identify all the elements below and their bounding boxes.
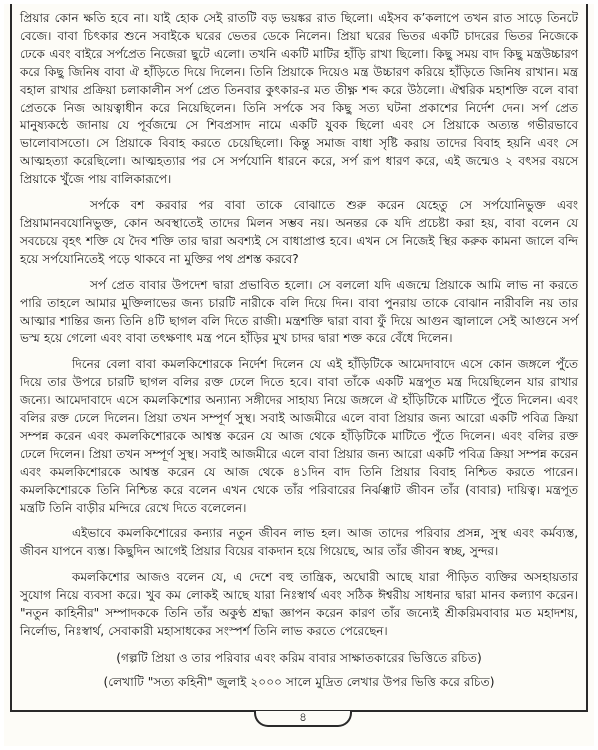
article-paragraph-2: সর্পকে বশ করবার পর বাবা তাকে বোঝাতে শুরু করেন যেহেতু সে সর্পযোনিভুক্ত এবং প্রিয়ামানবযোনিভুক্ত, কোন অবস্থাতেই তাদের মিলন সম্ভব নয়। অনন্তর কে যদি প্রচেষ্টা করা হয়, বাবা বলেন যে সবচেয়ে বৃহৎ শক্তি যে দৈব শক্তি তার দ্বারা অবশ্যই সে বাধাপ্রাপ্ত হবে। এখন সে নিজেই স্থির করুক কামনা জালে বন্দি হয়ে সর্পযোনিতেই পড়ে থাকবে না মুক্তির পথ প্রশস্ত করবে? (20, 198, 578, 266)
article-paragraph-4: দিনের বেলা বাবা কমলকিশোরকে নির্দেশ দিলেন যে এই হাঁড়িটিকে আমেদাবাদে এসে কোন জঙ্গলে পুঁতে দিয়ে তার উপরে চারটি ছাগল বলির রক্ত ঢেলে দিতে হবে। বাবা তাঁকে একটি মন্ত্রপূত মন্ত্র দিয়েছিলেন যার রাখার জন্যে। আমেদাবাদে এসে কমলকিশোর অন্যান্য সঙ্গীদের সাহায্য নিয়ে জঙ্গলে ঐ হাঁড়িটিকে মাটিতে পুঁতে দিলেন। এবং বলির রক্ত ঢেলে দিলেন। প্রিয়া তখন সম্পূর্ণ সুস্থ। সবাই আজমীরে এলে বাবা প্রিয়ার জন্য আরো একটি পবিত্র ক্রিয়া সম্পন্ন করেন এবং কমলকিশোরকে আশ্বস্ত করেন যে আজ থেকে হাঁড়িটিকে মাটিতে পুঁতে দিলেন। এবং বলির রক্ত ঢেলে দিলেন। প্রিয়া তখন সম্পূর্ণ সুস্থ। সবাই আজমীরে এলে বাবা প্রিয়ার জন্য আরো একটি পবিত্র ক্রিয়া সম্পন্ন করেন এবং কমলকিশোরকে আশ্বস্ত করেন যে আজ থেকে ৪১দিন বাদ তিনি প্রিয়ার বিবাহ নিশ্চিত করতে পারেন। কমলকিশোরকে তিনি নিশ্চিন্ত করে বলেন এখন থেকে তাঁর পরিবারের নির্ঝঞ্ঝাট জীবন তাঁর (বাবার) দায়িত্ব। মন্ত্রপূত মন্ত্রটি তিনি বাড়ীর মন্দিরে রেখে দিতে বলেলেন। (20, 357, 578, 515)
magazine-page (4, 4, 594, 746)
article-paragraph-5: এইভাবে কমলকিশোরের কন্যার নতুন জীবন লাভ হল। আজ তাদের পরিবার প্রসন্ন, সুস্থ এবং কর্মব্যস্ত, জীবন যাপনে ব্যস্ত। কিছুদিন আগেই প্রিয়ার বিয়ের বাকদান হয়ে গিয়েছে, আর তাঁর জীবন স্বচ্ছ, সুন্দর। (20, 526, 578, 559)
article-paragraph-6: কমলকিশোর আজও বলেন যে, এ দেশে বহু তান্ত্রিক, অঘোরী আছে যারা পীড়িত ব্যক্তির অসহায়তার সুযোগ নিয়ে ব্যবসা করে। খুব কম লোকই আছে যারা নিঃস্বার্থ এবং সঠিক ঈশ্বরীয় সাধনার দ্বারা মানব কল্যাণ করেন। "নতুন কাহিনীর" সম্পাদককে তিনি তাঁর অকুণ্ঠ শ্রদ্ধা জ্ঞাপন করেন কারণ তাঁর জন্যেই শ্রীকরিমবাবার মত মহাদশয়, নির্লোভ, নিঃস্বার্থ, সেবাকারী মহাসাধকের সংস্পর্শ তিনি লাভ করতে পেরেছেন। (20, 570, 578, 638)
source-credit-1: (গল্পটি প্রিয়া ও তার পরিবার এবং করিম বাবার সাক্ষাতকারের ভিত্তিতে রচিত) (116, 650, 482, 665)
article-paragraph-1: প্রিয়ার কোন ক্ষতি হবে না। যাই হোক সেই রাতটি বড় ভয়ঙ্কর রাত ছিলো। এইসব ক’কলাপে তখন রাত সাড়ে তিনটে বেজে। বাবা চিৎকার শুনে সবাইকে ঘরের ভেতর ডেকে নিলেন। প্রিয়া ঘরের ভিতর একটি চাদরের ভিতর নিজেকে ঢেকে এবং বাইরে সর্পপ্রেত নিজেরা ছুটে এলো। তখনি একটি মাটির হাঁড়ি রাখা ছিলো। কিছু সময় বাদ কিছু মন্ত্রউচ্চারণ করে কিছু জিনিষ বাবা ঐ হাঁড়িতে দিয়ে দিলেন। তিনি প্রিয়াকে দিয়েও মন্ত্র উচ্চারণ করিয়ে হাঁড়িতে জিনিষ রাখান। মন্ত্র বহাল রাখার প্রক্রিয়া চলাকালীন সর্প প্রেত তিনবার কুৎকার-র মত তীক্ষ্ণ শব্দ করে উঠলো। ঐশ্বরিক মহাশক্তি বলে বাবা প্রেতকে নিজ আয়ত্বাধীন করে নিয়েছিলেন। তিনি সর্পকে সব কিছু সত্য ঘটনা প্রকাশের নির্দেশ দেন। সর্প প্রেত মানুষ্যকন্ঠে জানায় যে পূর্বজন্মে সে শিবপ্রসাদ নামে একটি যুবক ছিলো এবং সে প্রিয়াকে অত্যন্ত গভীরভাবে ভালোবাসতো। সে প্রিয়াকে বিবাহ করতে চেয়েছিলো। কিন্তু সমাজ বাধা সৃষ্টি করায় তাদের বিবাহ হয়নি এবং সে আত্মহত্যা করেছিলো। আত্মহত্যার পর সে সর্পযোনি ধারনে করে, সর্প রূপ ধারণ করে, এই জন্মেও ২ বৎসর বয়সে প্রিয়াকে খুঁজে পায় বালিকারূপে। (20, 11, 578, 187)
article-frame (10, 4, 588, 712)
source-credit-2: (লেখাটি "সত্য কহিনী" জুলাই ২০০০ সালে মুদ্রিত লেখার উপর ভিত্তি করে রচিত) (103, 674, 495, 689)
page-number: ৪ (254, 711, 352, 727)
article-paragraph-3: সর্প প্রেত বাবার উপদেশ দ্বারা প্রভাবিত হলো। সে বললো যদি এজন্মে প্রিয়াকে আমি লাভ না করতে পারি তাহলে আমার মুক্তিলাভের জন্য চারটি নারীকে বলি দিয়ে দিন। বাবা পুনরায় তাকে বোঝান নারীবলি নয় তার আত্মার শান্তির জন্য তিনি ৪টি ছাগল বলি দিতে রাজী। মন্ত্রশক্তি দ্বারা বাবা ফুঁ দিয়ে আগুন জ্বালালে সেই আগুনে সর্প ভস্ম হয়ে গেলো এবং বাবা তৎক্ষণাৎ মন্ত্র পনে হাঁড়ির মুখ চাদর দ্বারা শক্ত করে বেঁধে দিলেন। (20, 277, 578, 346)
